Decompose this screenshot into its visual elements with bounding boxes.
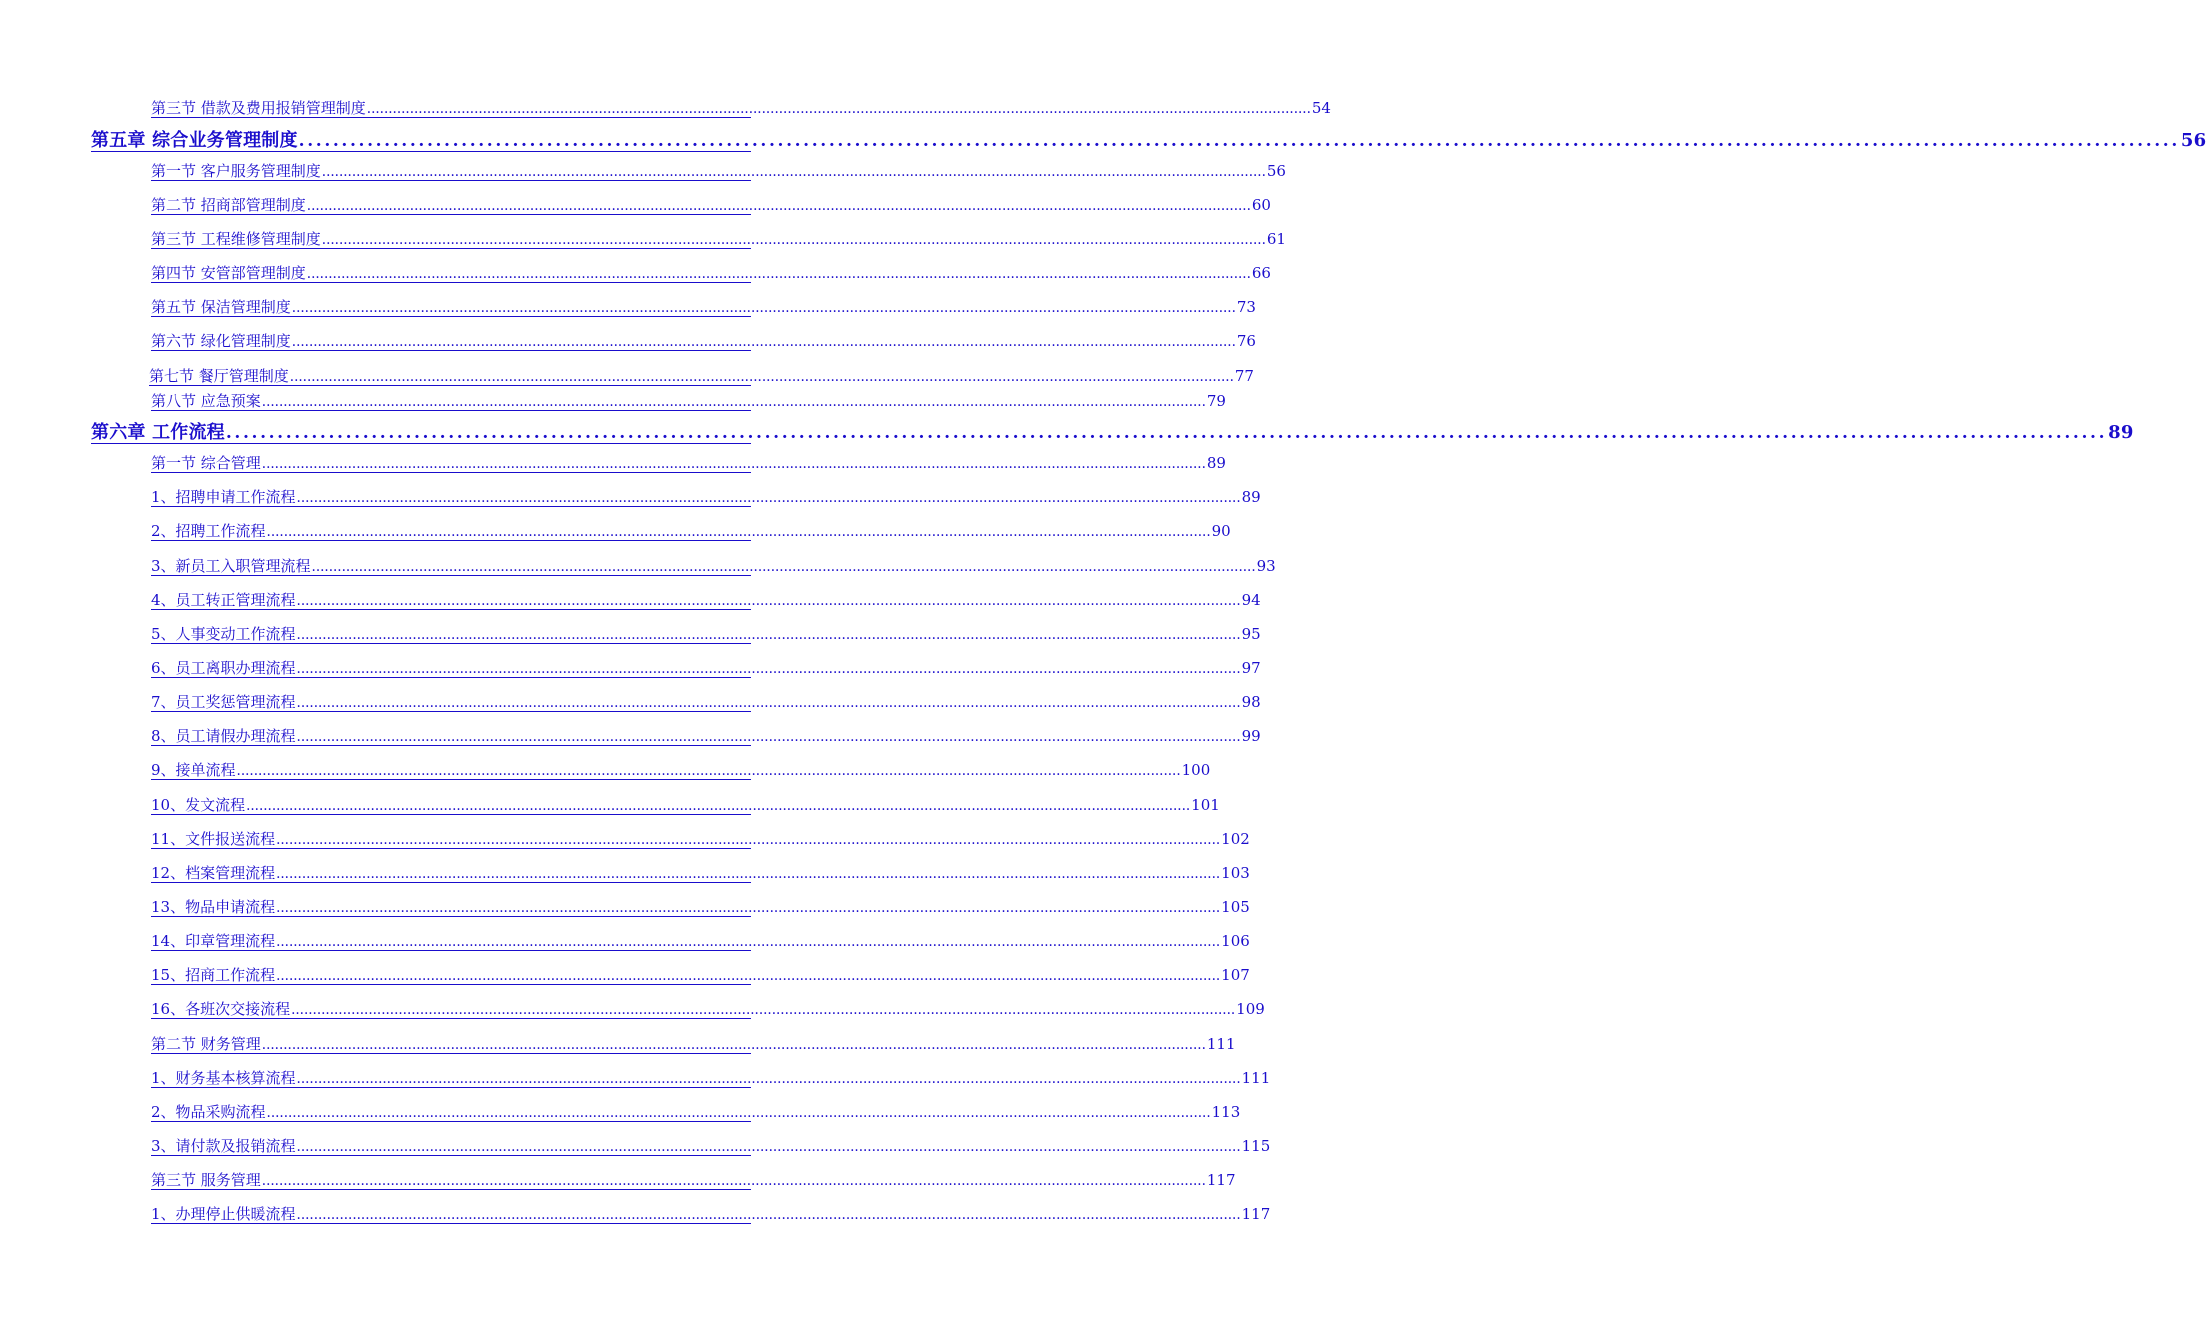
toc-page-number: 113 [1211, 1103, 1241, 1121]
dot-leader: ............................................................................................................................................................................................................................ [296, 728, 1241, 745]
toc-entry-section[interactable] [151, 591, 1261, 610]
toc-entry-section[interactable] [151, 761, 1211, 780]
dot-leader: ............................................................................................................................................................................................................................ [296, 1138, 1241, 1155]
toc-entry-label: 第三节 服务管理 [151, 1171, 261, 1189]
toc-entry-section[interactable] [151, 392, 1226, 411]
toc-entry-label: 第四节 安管部管理制度 [151, 264, 306, 282]
toc-page-number: 105 [1221, 898, 1250, 916]
toc-entry-section[interactable] [151, 966, 1250, 985]
toc-entry-section[interactable] [151, 1000, 1265, 1019]
toc-page-number: 109 [1236, 1000, 1265, 1018]
toc-entry-section[interactable] [151, 522, 1231, 541]
toc-entry-label: 12、档案管理流程 [151, 864, 276, 882]
toc-page-number: 90 [1211, 522, 1231, 540]
dot-leader: ............................................................................................................................................................................................................................ [225, 422, 2108, 443]
toc-entry-section[interactable] [149, 367, 1254, 386]
toc-page-number: 97 [1241, 659, 1261, 677]
dot-leader: ............................................................................................................................................................................................................................ [261, 1172, 1206, 1189]
dot-leader: ............................................................................................................................................................................................................................ [276, 899, 1221, 916]
toc-page-number: 103 [1221, 864, 1250, 882]
toc-page-number: 100 [1181, 761, 1211, 779]
toc-entry-label: 14、印章管理流程 [151, 932, 276, 950]
toc-entry-section[interactable] [151, 932, 1250, 951]
toc-entry-label: 第五章 综合业务管理制度 [91, 130, 298, 151]
toc-page-number: 89 [1241, 488, 1261, 506]
toc-entry-label: 3、请付款及报销流程 [151, 1137, 296, 1155]
toc-entry-label: 第六节 绿化管理制度 [151, 332, 291, 350]
toc-entry-section[interactable] [151, 454, 1226, 473]
toc-entry-section[interactable] [151, 693, 1261, 712]
toc-entry-section[interactable] [151, 864, 1250, 883]
toc-entry-label: 第一节 综合管理 [151, 454, 261, 472]
toc-page-number: 94 [1241, 591, 1261, 609]
dot-leader: ............................................................................................................................................................................................................................ [266, 523, 1211, 540]
dot-leader: ............................................................................................................................................................................................................................ [276, 865, 1221, 882]
dot-leader: ............................................................................................................................................................................................................................ [296, 592, 1241, 609]
toc-entry-section[interactable] [151, 162, 1286, 181]
dot-leader: ............................................................................................................................................................................................................................ [306, 265, 1251, 282]
toc-page-number: 117 [1206, 1171, 1236, 1189]
toc-page-number: 60 [1251, 196, 1271, 214]
dot-leader: ............................................................................................................................................................................................................................ [296, 660, 1241, 677]
toc-entry-section[interactable] [151, 230, 1286, 249]
dot-leader: ............................................................................................................................................................................................................................ [291, 299, 1236, 316]
toc-entry-chapter[interactable] [91, 130, 2206, 152]
dot-leader: ............................................................................................................................................................................................................................ [289, 368, 1234, 385]
toc-entry-label: 5、人事变动工作流程 [151, 625, 296, 643]
toc-page-number: 107 [1221, 966, 1250, 984]
toc-entry-label: 8、员工请假办理流程 [151, 727, 296, 745]
toc-page-number: 93 [1256, 557, 1276, 575]
dot-leader: ............................................................................................................................................................................................................................ [296, 626, 1241, 643]
toc-page-number: 89 [2108, 422, 2134, 443]
dot-leader: ............................................................................................................................................................................................................................ [366, 100, 1311, 117]
toc-entry-label: 9、接单流程 [151, 761, 236, 779]
toc-entry-label: 第八节 应急预案 [151, 392, 261, 410]
toc-entry-label: 第三节 工程维修管理制度 [151, 230, 321, 248]
toc-page-number: 77 [1234, 367, 1254, 385]
dot-leader: ............................................................................................................................................................................................................................ [311, 558, 1256, 575]
toc-entry-section[interactable] [151, 796, 1220, 815]
toc-page-number: 115 [1241, 1137, 1271, 1155]
toc-entry-label: 7、员工奖惩管理流程 [151, 693, 296, 711]
dot-leader: ............................................................................................................................................................................................................................ [296, 1070, 1241, 1087]
toc-entry-section[interactable] [151, 1137, 1271, 1156]
toc-entry-label: 2、物品采购流程 [151, 1103, 266, 1121]
dot-leader: ............................................................................................................................................................................................................................ [276, 933, 1221, 950]
dot-leader: ............................................................................................................................................................................................................................ [296, 489, 1241, 506]
toc-page-number: 79 [1206, 392, 1226, 410]
toc-entry-section[interactable] [151, 1069, 1271, 1088]
toc-page-number: 73 [1236, 298, 1256, 316]
toc-entry-section[interactable] [151, 1035, 1236, 1054]
toc-entry-section[interactable] [151, 488, 1261, 507]
dot-leader: ............................................................................................................................................................................................................................ [296, 1206, 1241, 1223]
toc-page-number: 76 [1236, 332, 1256, 350]
toc-page-number: 98 [1241, 693, 1261, 711]
toc-entry-label: 第五节 保洁管理制度 [151, 298, 291, 316]
toc-page-number: 56 [2180, 130, 2206, 151]
toc-entry-label: 第二节 招商部管理制度 [151, 196, 306, 214]
toc-entry-section[interactable] [151, 659, 1261, 678]
toc-entry-label: 1、财务基本核算流程 [151, 1069, 296, 1087]
dot-leader: ............................................................................................................................................................................................................................ [236, 762, 1181, 779]
dot-leader: ............................................................................................................................................................................................................................ [306, 197, 1251, 214]
dot-leader: ............................................................................................................................................................................................................................ [246, 797, 1191, 814]
toc-page-number: 61 [1266, 230, 1286, 248]
toc-entry-section[interactable] [151, 1103, 1241, 1122]
toc-page-number: 106 [1221, 932, 1250, 950]
dot-leader: ............................................................................................................................................................................................................................ [276, 967, 1221, 984]
toc-page-number: 111 [1206, 1035, 1236, 1053]
toc-entry-section[interactable] [151, 625, 1261, 644]
toc-entry-section[interactable] [151, 99, 1331, 118]
toc-entry-chapter[interactable] [91, 422, 2134, 444]
toc-page-number: 66 [1251, 264, 1271, 282]
toc-entry-label: 第二节 财务管理 [151, 1035, 261, 1053]
dot-leader: ............................................................................................................................................................................................................................ [291, 1001, 1236, 1018]
dot-leader: ............................................................................................................................................................................................................................ [276, 831, 1221, 848]
toc-entry-section[interactable] [151, 1171, 1236, 1190]
toc-entry-label: 2、招聘工作流程 [151, 522, 266, 540]
toc-page-number: 95 [1241, 625, 1261, 643]
toc-entry-label: 1、招聘申请工作流程 [151, 488, 296, 506]
toc-entry-section[interactable] [151, 727, 1261, 746]
dot-leader: ............................................................................................................................................................................................................................ [321, 231, 1266, 248]
dot-leader: ............................................................................................................................................................................................................................ [291, 333, 1236, 350]
dot-leader: ............................................................................................................................................................................................................................ [298, 130, 2180, 151]
toc-entry-label: 4、员工转正管理流程 [151, 591, 296, 609]
toc-entry-label: 15、招商工作流程 [151, 966, 276, 984]
toc-entry-label: 第一节 客户服务管理制度 [151, 162, 321, 180]
toc-entry-label: 3、新员工入职管理流程 [151, 557, 311, 575]
toc-entry-section[interactable] [151, 196, 1271, 215]
toc-page-number: 54 [1311, 99, 1331, 117]
toc-entry-label: 10、发文流程 [151, 796, 246, 814]
toc-entry-section[interactable] [151, 898, 1250, 917]
dot-leader: ............................................................................................................................................................................................................................ [261, 455, 1206, 472]
toc-entry-section[interactable] [151, 1205, 1271, 1224]
toc-page-number: 89 [1206, 454, 1226, 472]
toc-page-number: 99 [1241, 727, 1261, 745]
toc-entry-label: 11、文件报送流程 [151, 830, 276, 848]
dot-leader: ............................................................................................................................................................................................................................ [321, 163, 1266, 180]
toc-entry-section[interactable] [151, 557, 1276, 576]
toc-entry-section[interactable] [151, 298, 1256, 317]
dot-leader: ............................................................................................................................................................................................................................ [261, 1036, 1206, 1053]
toc-entry-section[interactable] [151, 264, 1271, 283]
toc-page-number: 111 [1241, 1069, 1271, 1087]
toc-entry-label: 1、办理停止供暖流程 [151, 1205, 296, 1223]
toc-entry-label: 第三节 借款及费用报销管理制度 [151, 99, 366, 117]
toc-entry-section[interactable] [151, 332, 1256, 351]
dot-leader: ............................................................................................................................................................................................................................ [266, 1104, 1211, 1121]
toc-page-number: 101 [1191, 796, 1220, 814]
toc-entry-label: 6、员工离职办理流程 [151, 659, 296, 677]
toc-entry-label: 13、物品申请流程 [151, 898, 276, 916]
dot-leader: ............................................................................................................................................................................................................................ [261, 393, 1206, 410]
toc-entry-section[interactable] [151, 830, 1250, 849]
toc-page-number: 102 [1221, 830, 1250, 848]
toc-entry-label: 第六章 工作流程 [91, 422, 225, 443]
toc-page-number: 117 [1241, 1205, 1271, 1223]
toc-entry-label: 第七节 餐厅管理制度 [149, 367, 289, 385]
dot-leader: ............................................................................................................................................................................................................................ [296, 694, 1241, 711]
toc-page-number: 56 [1266, 162, 1286, 180]
toc-entry-label: 16、各班次交接流程 [151, 1000, 291, 1018]
